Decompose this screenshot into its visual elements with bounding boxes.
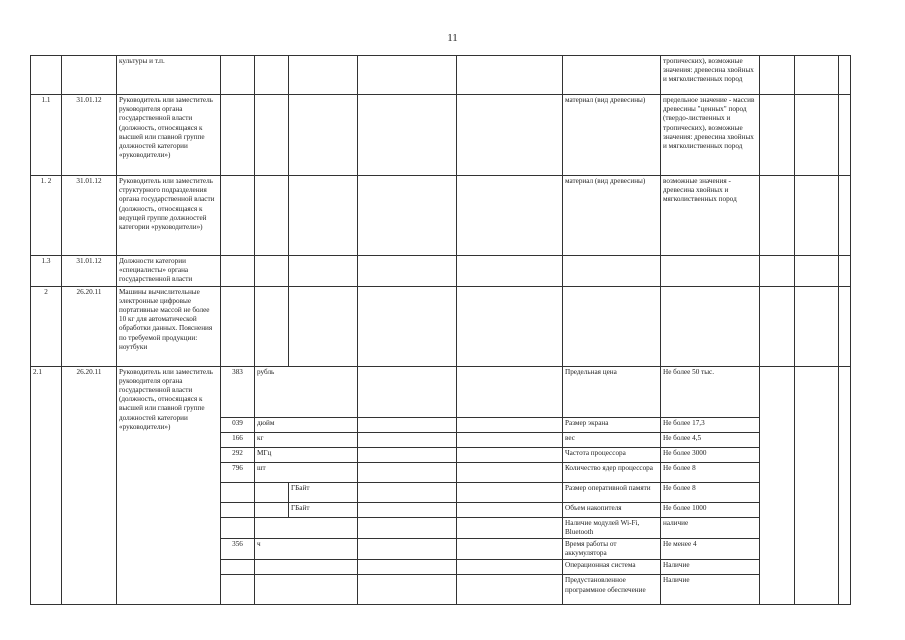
okei-code [221, 482, 255, 502]
unit-name: кг [255, 432, 358, 447]
okpd-code: 31.01.12 [62, 95, 117, 176]
okpd-code: 31.01.12 [62, 176, 117, 256]
value-cell: Наличие [661, 560, 760, 575]
value-cell: Не более 3000 [661, 447, 760, 462]
table-row [31, 366, 851, 417]
okei-code [221, 560, 255, 575]
row-number: 1.3 [31, 256, 62, 287]
okei-code: 039 [221, 417, 255, 432]
okei-code: 383 [221, 366, 255, 417]
value-cell: Наличие [661, 575, 760, 605]
row-number: 2.1 [31, 366, 62, 605]
characteristic-cell: вес [563, 432, 661, 447]
row-number: 1.1 [31, 95, 62, 176]
value-cell: предельное значение - массив древесины "ценных" пород (твердо-лиственных и тропических), возможные значения: древесина хвойных и мягколиственных пород [661, 95, 760, 176]
okei-code: 292 [221, 447, 255, 462]
value-cell: возможные значения - древесина хвойных и мягколиственных пород [661, 176, 760, 256]
table-row [31, 286, 851, 366]
position-name: Руководитель или заместитель руководителя органа государственной власти (должность, относящаяся к высшей или главной группе должностей категории «руководители») [117, 366, 221, 605]
okei-code [221, 575, 255, 605]
unit-name [255, 575, 358, 605]
unit-name: ч [255, 539, 358, 560]
specification-table [30, 55, 851, 605]
characteristic-cell: Размер оперативной памяти [563, 482, 661, 502]
okei-code [221, 517, 255, 538]
characteristic-cell: Размер экрана [563, 417, 661, 432]
unit-name: ГБайт [289, 502, 358, 517]
unit-name: шт [255, 462, 358, 482]
characteristic-cell: Частота процессора [563, 447, 661, 462]
position-name: Должности категории «специалисты» органа государственной власти [117, 256, 221, 287]
table-row [31, 176, 851, 256]
characteristic-cell: Предустановленное программное обеспечение [563, 575, 661, 605]
characteristic-cell: материал (вид древесины) [563, 95, 661, 176]
position-name: культуры и т.п. [117, 56, 221, 95]
okpd-code: 26.20.11 [62, 366, 117, 605]
value-cell: Не более 8 [661, 482, 760, 502]
table-row [31, 95, 851, 176]
unit-name: рубль [255, 366, 358, 417]
position-name: Руководитель или заместитель структурного подразделения органа государственной власти (должность, относящаяся к ведущей группе должностей категории «руководители») [117, 176, 221, 256]
table-row [31, 256, 851, 287]
okpd-code: 31.01.12 [62, 256, 117, 287]
okei-code: 356 [221, 539, 255, 560]
position-name: Руководитель или заместитель руководителя органа государственной власти (должность, относящаяся к высшей или главной группе должностей категории «руководители») [117, 95, 221, 176]
okei-code [221, 502, 255, 517]
row-number: 2 [31, 286, 62, 366]
okei-code: 166 [221, 432, 255, 447]
unit-name: ГБайт [289, 482, 358, 502]
value-cell: Не более 8 [661, 462, 760, 482]
row-number: 1. 2 [31, 176, 62, 256]
value-cell: Не менее 4 [661, 539, 760, 560]
okpd-code: 26.20.11 [62, 286, 117, 366]
page-number: 11 [447, 32, 458, 44]
characteristic-cell: Объем накопителя [563, 502, 661, 517]
characteristic-cell: Предельная цена [563, 366, 661, 417]
position-name: Машины вычислительные электронные цифровые портативные массой не более 10 кг для автоматической обработки данных. Пояснения по требуемой продукции: ноутбуки [117, 286, 221, 366]
value-cell: тропических), возможные значения: древесина хвойных и мягколиственных пород [661, 56, 760, 95]
characteristic-cell: материал (вид древесины) [563, 176, 661, 256]
characteristic-cell: Операционная система [563, 560, 661, 575]
unit-name [255, 560, 358, 575]
characteristic-cell: Время работы от аккумулятора [563, 539, 661, 560]
value-cell: Не более 17,3 [661, 417, 760, 432]
value-cell: Не более 50 тыс. [661, 366, 760, 417]
unit-name [255, 517, 358, 538]
okei-code: 796 [221, 462, 255, 482]
unit-name: МГц [255, 447, 358, 462]
value-cell: Не более 1000 [661, 502, 760, 517]
characteristic-cell: Количество ядер процессора [563, 462, 661, 482]
characteristic-cell: Наличие модулей Wi-Fi, Bluetooth [563, 517, 661, 538]
value-cell: наличие [661, 517, 760, 538]
table-row [31, 56, 851, 95]
value-cell: Не более 4,5 [661, 432, 760, 447]
unit-name: дюйм [255, 417, 358, 432]
